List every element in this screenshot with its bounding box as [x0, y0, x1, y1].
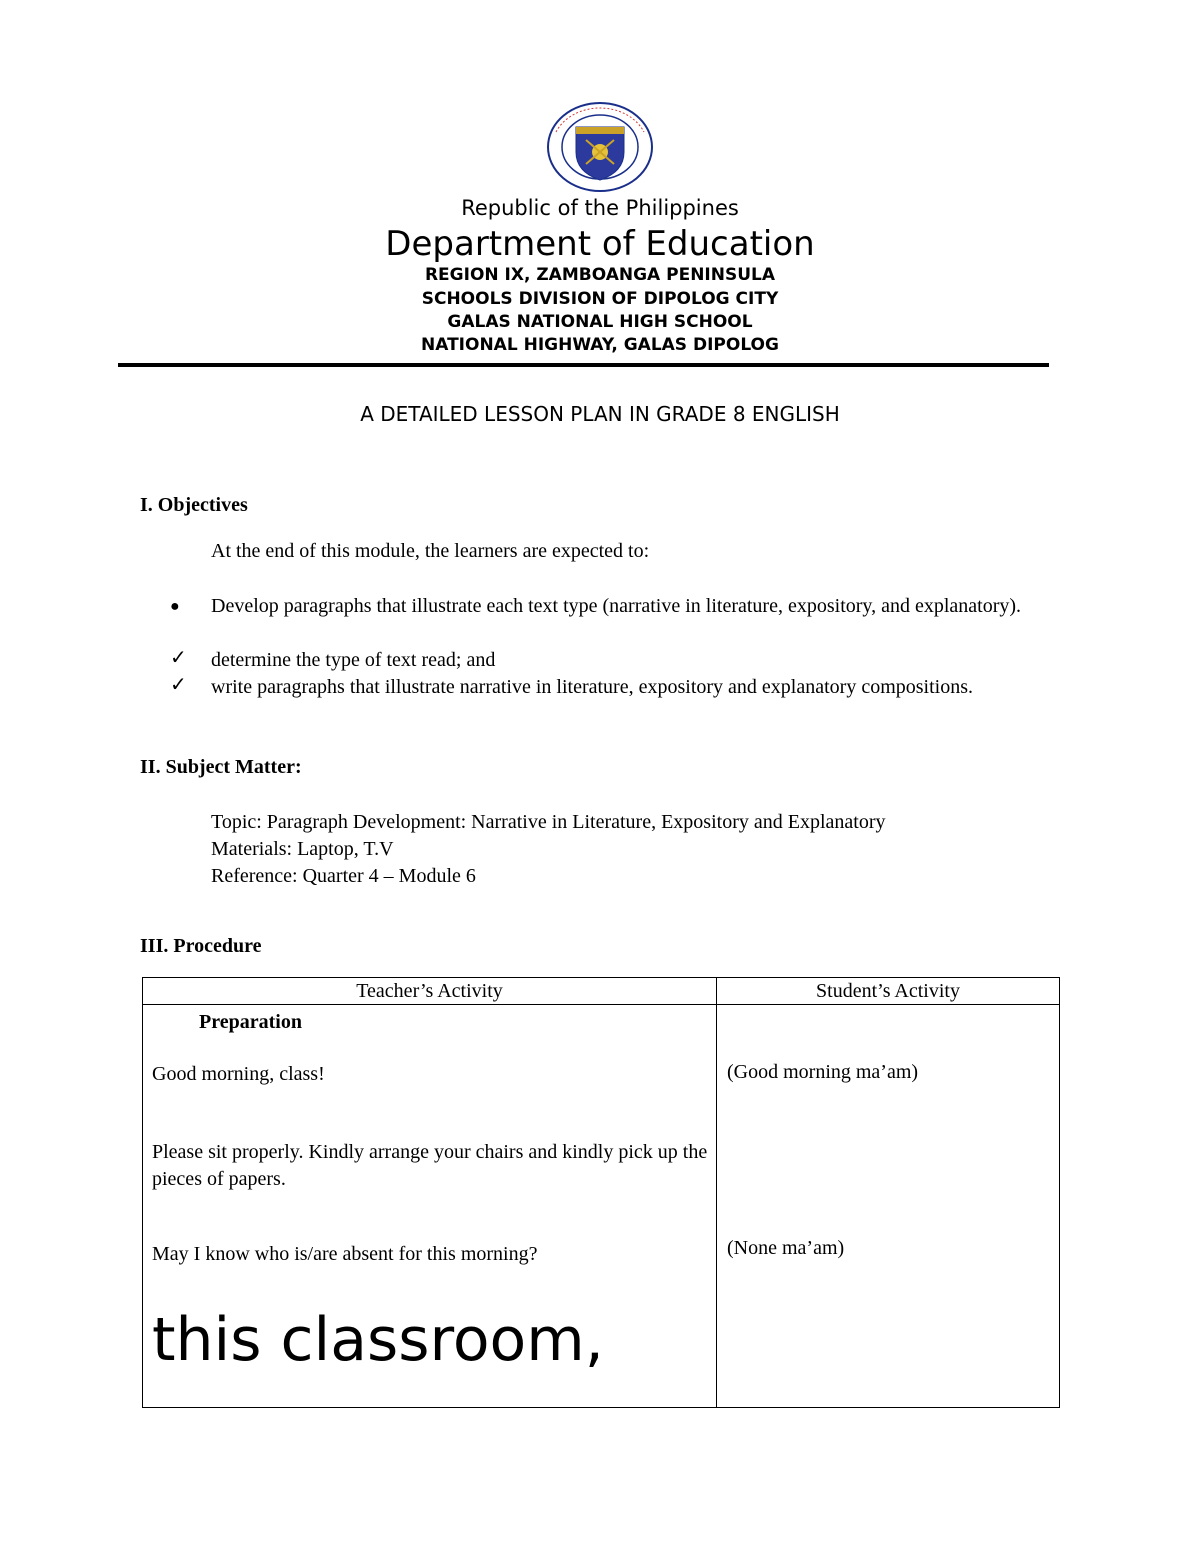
table-row — [143, 1005, 1060, 1408]
topic-line: Topic: Paragraph Development: Narrative in Literature, Expository and Explanatory — [211, 811, 886, 833]
teacher-line-large: this classroom, — [152, 1305, 604, 1375]
teacher-line: May I know who is/are absent for this morning? — [152, 1243, 538, 1265]
student-activity-cell — [717, 1005, 1060, 1408]
bullet-dot-icon: ● — [170, 598, 180, 615]
checkmark-icon: ✓ — [170, 674, 187, 696]
objectives-intro: At the end of this module, the learners are expected to: — [211, 540, 650, 562]
address-heading: NATIONAL HIGHWAY, GALAS DIPOLOG — [421, 335, 779, 355]
subject-matter-heading: II. Subject Matter: — [140, 756, 302, 778]
republic-heading: Republic of the Philippines — [461, 196, 739, 220]
materials-line: Materials: Laptop, T.V — [211, 838, 394, 860]
table-header-row — [143, 978, 1060, 1005]
student-line: (None ma’am) — [727, 1237, 845, 1259]
objective-item: write paragraphs that illustrate narrative in literature, expository and explanatory compositions. — [211, 676, 973, 698]
teacher-line: Please sit properly. Kindly arrange your chairs and kindly pick up the pieces of papers. — [152, 1141, 708, 1190]
teacher-activity-cell — [143, 1005, 717, 1408]
division-heading: SCHOOLS DIVISION OF DIPOLOG CITY — [421, 289, 779, 309]
reference-line: Reference: Quarter 4 – Module 6 — [211, 865, 476, 887]
objectives-heading: I. Objectives — [140, 494, 248, 516]
teacher-activity-header: Teacher’s Activity — [143, 978, 717, 1005]
teacher-line: Good morning, class! — [152, 1063, 325, 1085]
objective-item: determine the type of text read; and — [211, 649, 496, 671]
procedure-table — [142, 977, 1060, 1408]
school-heading: GALAS NATIONAL HIGH SCHOOL — [447, 312, 753, 332]
deped-seal-logo — [546, 102, 654, 192]
department-heading: Department of Education — [385, 224, 815, 264]
student-line: (Good morning ma’am) — [727, 1061, 919, 1083]
student-activity-header: Student’s Activity — [717, 978, 1060, 1005]
preparation-heading: Preparation — [199, 1011, 302, 1033]
checkmark-icon: ✓ — [170, 647, 187, 669]
header-divider — [118, 363, 1049, 367]
procedure-heading: III. Procedure — [140, 935, 262, 957]
lesson-plan-title: A DETAILED LESSON PLAN IN GRADE 8 ENGLISH — [360, 402, 840, 426]
objective-item: Develop paragraphs that illustrate each text type (narrative in literature, expository, and explanatory). — [211, 595, 1022, 617]
region-heading: REGION IX, ZAMBOANGA PENINSULA — [424, 265, 776, 285]
